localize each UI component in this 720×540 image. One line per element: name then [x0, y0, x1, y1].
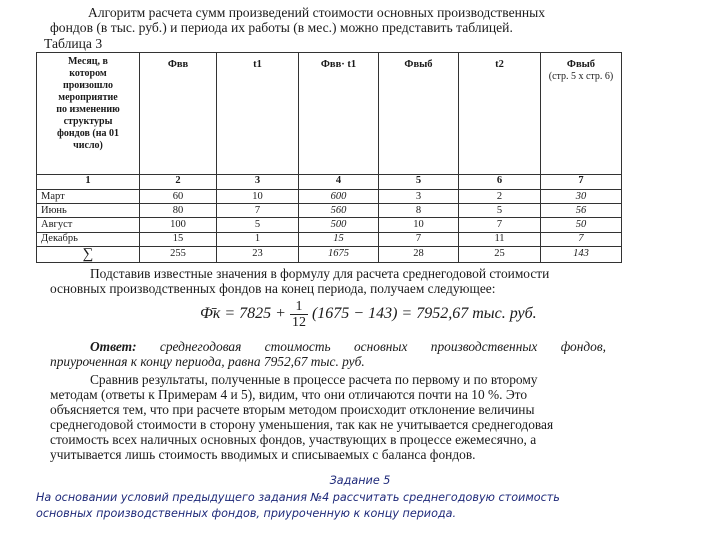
- para2-line-4: среднегодовой стоимости в сторону уменьшения, так как не учитывается среднегодовая: [50, 417, 554, 432]
- para2-line-6: учитывается лишь стоимость вводимых и списываемых с баланса фондов.: [50, 447, 476, 462]
- table-row: Март 60 10 600 3 2 30: [37, 190, 622, 204]
- task-line-2: основных производственных фондов, приуроченную к концу периода.: [36, 507, 457, 520]
- column-number-row: 1 2 3 4 5 6 7: [37, 174, 622, 189]
- intro-line-2: фондов (в тыс. руб.) и периода их работы (в мес.) можно представить таблицей.: [50, 20, 513, 35]
- para2-line-3: объясняется тем, что при расчете вторым методом происходит отклонение величины: [50, 402, 535, 417]
- table-header-row: [37, 53, 622, 175]
- header-fvyb-product: Фвыб (стр. 5 х стр. 6): [541, 53, 622, 175]
- sum-icon: ∑: [37, 246, 140, 262]
- header-t1: t1: [217, 53, 299, 175]
- header-note: (стр. 5 х стр. 6): [548, 71, 614, 82]
- answer-label: Ответ:: [90, 339, 137, 354]
- funds-table: [36, 52, 622, 263]
- answer-line-1: Ответ: среднегодовая стоимость основных производственных фондов,: [90, 339, 606, 354]
- intro-line-1: Алгоритм расчета сумм произведений стоимости основных производственных: [88, 5, 546, 20]
- answer-line-2: приуроченная к концу периода, равна 7952,67 тыс. руб.: [50, 354, 365, 369]
- header-fvyb: Фвыб: [379, 53, 459, 175]
- para2-line-5: стоимость всех наличных основных фондов, участвующих в процессе ежемесячно, а: [50, 432, 537, 447]
- formula: [200, 299, 537, 330]
- task-line-1: На основании условий предыдущего задания №4 рассчитать среднегодовую стоимость: [36, 491, 560, 504]
- header-t2: t2: [459, 53, 541, 175]
- table-row: Июнь 80 7 560 8 5 56: [37, 204, 622, 218]
- para2-line-2: методам (ответы к Примерам 4 и 5), видим, что они отличаются почти на 10 %. Это: [50, 387, 528, 402]
- para1-line-1: Подставив известные значения в формулу для расчета среднегодовой стоимости: [90, 266, 550, 281]
- task-title: Задание 5: [329, 474, 391, 487]
- total-row: ∑ 255 23 1675 28 25 143: [37, 246, 622, 262]
- formula-lhs: Ф̄к = 7825 +: [200, 305, 286, 323]
- table-row: Август 100 5 500 10 7 50: [37, 218, 622, 232]
- para2-line-1: Сравнив результаты, полученные в процессе расчета по первому и по второму: [90, 372, 538, 387]
- formula-rhs: (1675 − 143) = 7952,67 тыс. руб.: [311, 305, 537, 323]
- table-row: Декабрь 15 1 15 7 11 7: [37, 232, 622, 246]
- para1-line-2: основных производственных фондов на конец периода, получаем следующее:: [50, 281, 496, 296]
- header-fvv-t1: Фвв· t1: [299, 53, 379, 175]
- table-label: Таблица 3: [44, 36, 103, 51]
- formula-fraction: $\frac{1}{12}$: [291, 299, 306, 330]
- header-fvv: Фвв: [140, 53, 217, 175]
- header-month: Месяц, в котором произошло мероприятие по изменению структуры фондов (на 01 число): [37, 53, 140, 175]
